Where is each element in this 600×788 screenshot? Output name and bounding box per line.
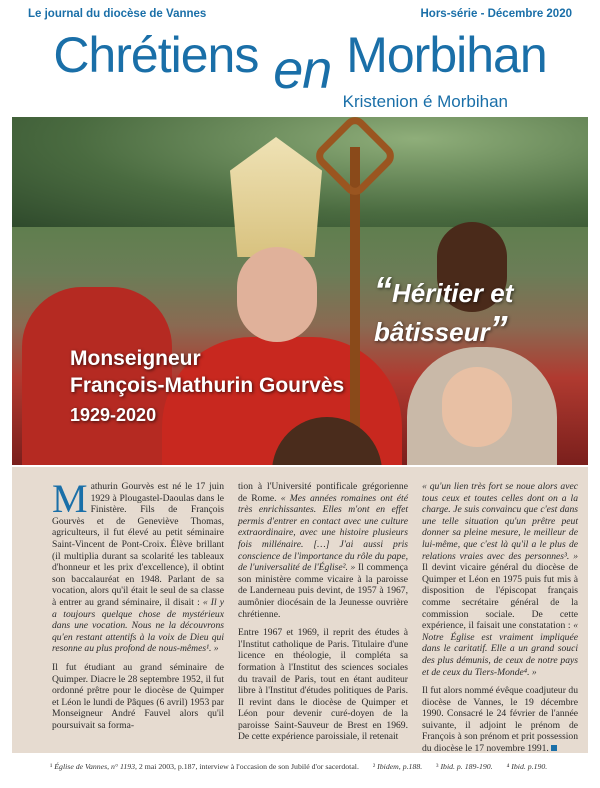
cover-name-block: [70, 345, 344, 428]
masthead-subtitle: Kristenion é Morbihan: [342, 92, 508, 111]
top-bar: [28, 8, 572, 24]
article-column-1: [52, 476, 224, 738]
article-body: [12, 467, 588, 753]
footnote-2: ² Ibidem, p.188.: [372, 762, 423, 771]
footnote-1: ¹ Église de Vannes, n° 1193, 2 mai 2003, p.187, interview à l'occasion de son Jubilé d'or sacerdotal.: [50, 762, 359, 771]
photo-girl-face: [442, 367, 512, 447]
masthead: [50, 24, 550, 116]
footnote-4: ⁴ Ibid. p.190.: [506, 762, 548, 771]
quote-close-mark: ”: [489, 308, 508, 349]
cover-quote: [374, 269, 574, 350]
cover-name-line1: Monseigneur: [70, 347, 201, 370]
masthead-title-part1: Chrétiens: [53, 27, 259, 83]
masthead-title-part2: Morbihan: [346, 27, 547, 83]
quote-open-mark: “: [374, 269, 392, 310]
paragraph: tion à l'Université pontificale grégorienne de Rome. « Mes années romaines ont été très enrichissantes. Elles m'ont en effet permis d'entrer en contact avec une culture extraordinaire, avec une histoire plusieurs fois millénaire. […] J'ai aussi pris conscience de l'importance du rôle du pape, de l'universalité de l'Église². » Il commença son ministère comme vicaire à la paroisse de Landerneau puis devint, de 1957 à 1967, aumônier diocésain de la Jeunesse ouvrière chrétienne.: [238, 481, 409, 620]
masthead-title: [50, 24, 550, 100]
paragraph: Il fut étudiant au grand séminaire de Quimper. Diacre le 28 septembre 1952, il fut ordonné prêtre pour le diocèse de Quimper et Léon le lundi de Pâques (6 avril) 1953 par Monseigneur André Fauvel alors qu'il poursuivait sa forma-: [52, 661, 224, 731]
paragraph: « qu'un lien très fort se noue alors avec tous ceux et toutes celles dont on a la charge. Je suis convaincu que c'est dans une telle situation qu'un prêtre peut donner sa pleine mesure, le meilleur de lui-même, que c'est là qu'il a le plus de relations vraies avec des personnes³. » Il devint vicaire général du diocèse de Quimper et Léon en 1975 puis fut mis à disposition de l'épiscopat français comme secrétaire général de la commission sociale. De cette expérience, il faisait une constatation : « Notre Église est vraiment impliquée dans le caritatif. Elle a un grand souci des plus démunis, de ceux de notre pays et de ceux du Tiers-Monde⁴. »: [422, 481, 578, 678]
masthead-title-en: en: [273, 40, 332, 100]
footnote-3: ³ Ibid. p. 189-190.: [436, 762, 493, 771]
photo-bishop-head: [237, 247, 317, 342]
journal-label: Le journal du diocèse de Vannes: [28, 8, 207, 20]
paragraph: Mathurin Gourvès est né le 17 juin 1929 à Plougastel-Daoulas dans le Finistère. Fils de François Gourvès et de Geneviève Thomas, agriculteurs, il fut élevé au petit séminaire Saint-Vincent de Pont-Croix. Élève brillant (il multiplia durant sa scolarité les tableaux d'honneur et les prix d'excellence), il obtint son baccalauréat en 1948. Parlant de sa vocation, alors qu'il était le seul de sa classe à entrer au grand séminaire, il disait : « Il y a toujours quelque chose de mystérieux dans une vocation. Nous ne la découvrons qu'en restant attentifs à la voix de Dieu qui resonne au plus profond de nous-mêmes¹. »: [52, 476, 224, 655]
paragraph: Il fut alors nommé évêque coadjuteur du diocèse de Vannes, le 19 décembre 1990. Consacré le 24 février de l'année suivante, il adjoint le prénom de François à son prénom et prit possession du diocèse le 17 novembre 1991.: [422, 685, 578, 755]
article-column-3: [422, 481, 578, 762]
issue-label: Hors-série - Décembre 2020: [420, 8, 572, 20]
quote-line2: bâtisseur: [374, 317, 490, 347]
drop-cap: M: [52, 476, 88, 521]
cover-dates: 1929-2020: [70, 405, 157, 425]
cover-name-line2: François-Mathurin Gourvès: [70, 374, 345, 397]
end-mark-icon: [551, 745, 557, 751]
paragraph: Entre 1967 et 1969, il reprit des études à l'Institut catholique de Paris. Titulaire d'une licence en théologie, il compléta sa formation à l'Institut des sciences sociales du travail de Paris, tout en étant auditeur libre à l'Institut d'études politiques de Paris. Il revint dans le diocèse de Quimper et Léon pour devenir curé-doyen de la paroisse Saint-Sauveur de Brest en 1969. De cette expérience paroissiale, il retenait: [238, 627, 408, 743]
footnotes: [50, 762, 580, 771]
article-column-2: [238, 481, 408, 750]
quote-line1: Héritier et: [392, 278, 514, 308]
